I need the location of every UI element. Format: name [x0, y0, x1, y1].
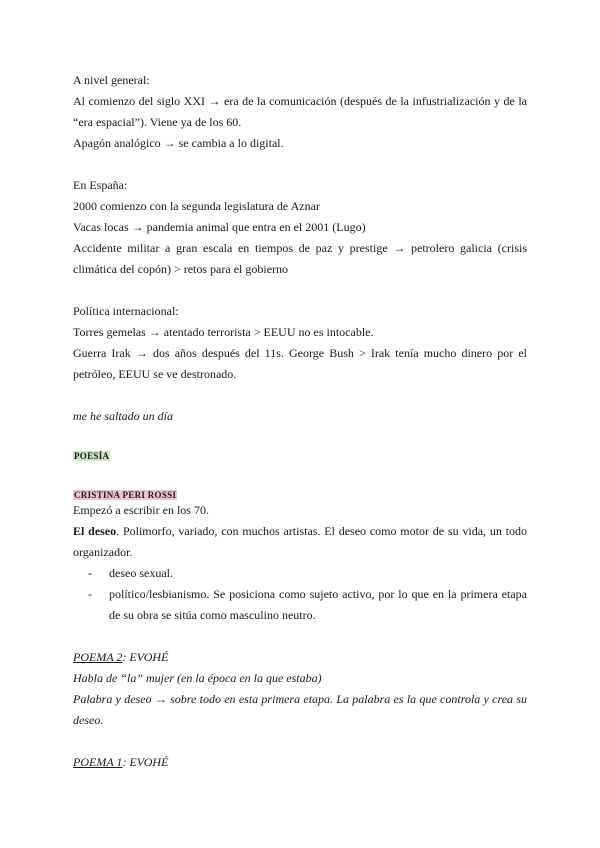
general-line-3: Apagón analógico → se cambia a lo digital.	[73, 136, 284, 150]
poem2-title-name: : EVOHÉ	[122, 650, 169, 664]
intl-line-2: Guerra Irak → dos años después del 11s. George Bush > Irak tenía mucho dinero por el	[73, 346, 527, 360]
general-heading: A nivel general:	[73, 73, 150, 87]
bullet-item-2-cont: de su obra se sitúa como masculino neutro.	[109, 608, 316, 622]
intl-line-1: Torres gemelas → atentado terrorista > EEUU no es intocable.	[73, 325, 374, 339]
general-line-2: “era espacial”). Viene ya de los 60.	[73, 115, 242, 129]
spain-line-2: Vacas locas → pandemia animal que entra en el 2001 (Lugo)	[73, 220, 366, 234]
poem2-title	[73, 650, 168, 664]
spain-line-4: climática del copón) > retos para el gobierno	[73, 262, 289, 276]
intl-heading: Política internacional:	[73, 304, 179, 318]
note-text: me he saltado un día	[73, 409, 173, 423]
poem2-line-1: Habla de “la” mujer (en la época en la que estaba)	[73, 671, 322, 685]
author-line-1: Empezó a escribir en los 70.	[73, 503, 209, 517]
bullet-marker-1: -	[88, 566, 92, 580]
author-name: CRISTINA PERI ROSSI	[74, 490, 177, 500]
spain-line-1: 2000 comienzo con la segunda legislatura de Aznar	[73, 199, 320, 213]
poem2-line-2: Palabra y deseo → sobre todo en esta primera etapa. La palabra es la que controla y crea su	[73, 692, 527, 706]
author-line-2	[73, 524, 527, 538]
intl-line-3: petróleo, EEUU se ve destronado.	[73, 367, 237, 381]
deseo-term: El deseo	[73, 524, 117, 538]
poem2-line-3: deseo.	[73, 713, 104, 727]
bullet-item-2: político/lesbianismo. Se posiciona como sujeto activo, por lo que en la primera etapa	[109, 587, 527, 601]
poesia-heading	[73, 448, 110, 463]
bullet-item-1: deseo sexual.	[109, 566, 173, 580]
general-line-1: Al comienzo del siglo XXI → era de la comunicación (después de la infustrialización y de la	[73, 94, 527, 108]
author-line-3: organizador.	[73, 545, 133, 559]
poem2-title-number: POEMA 2	[73, 650, 123, 664]
spain-heading: En España:	[73, 178, 128, 192]
author-heading	[73, 487, 177, 502]
poem1-title	[73, 755, 168, 769]
poem1-title-number: POEMA 1	[73, 755, 123, 769]
poem1-title-name: : EVOHÉ	[122, 755, 169, 769]
deseo-description: . Polimorfo, variado, con muchos artistas. El deseo como motor de su vida, un todo	[116, 524, 527, 538]
spain-line-3: Accidente militar a gran escala en tiempos de paz y prestige → petrolero galicia (crisis	[73, 241, 527, 255]
bullet-marker-2: -	[88, 587, 92, 601]
poesia-label: POESÍA	[74, 451, 110, 461]
